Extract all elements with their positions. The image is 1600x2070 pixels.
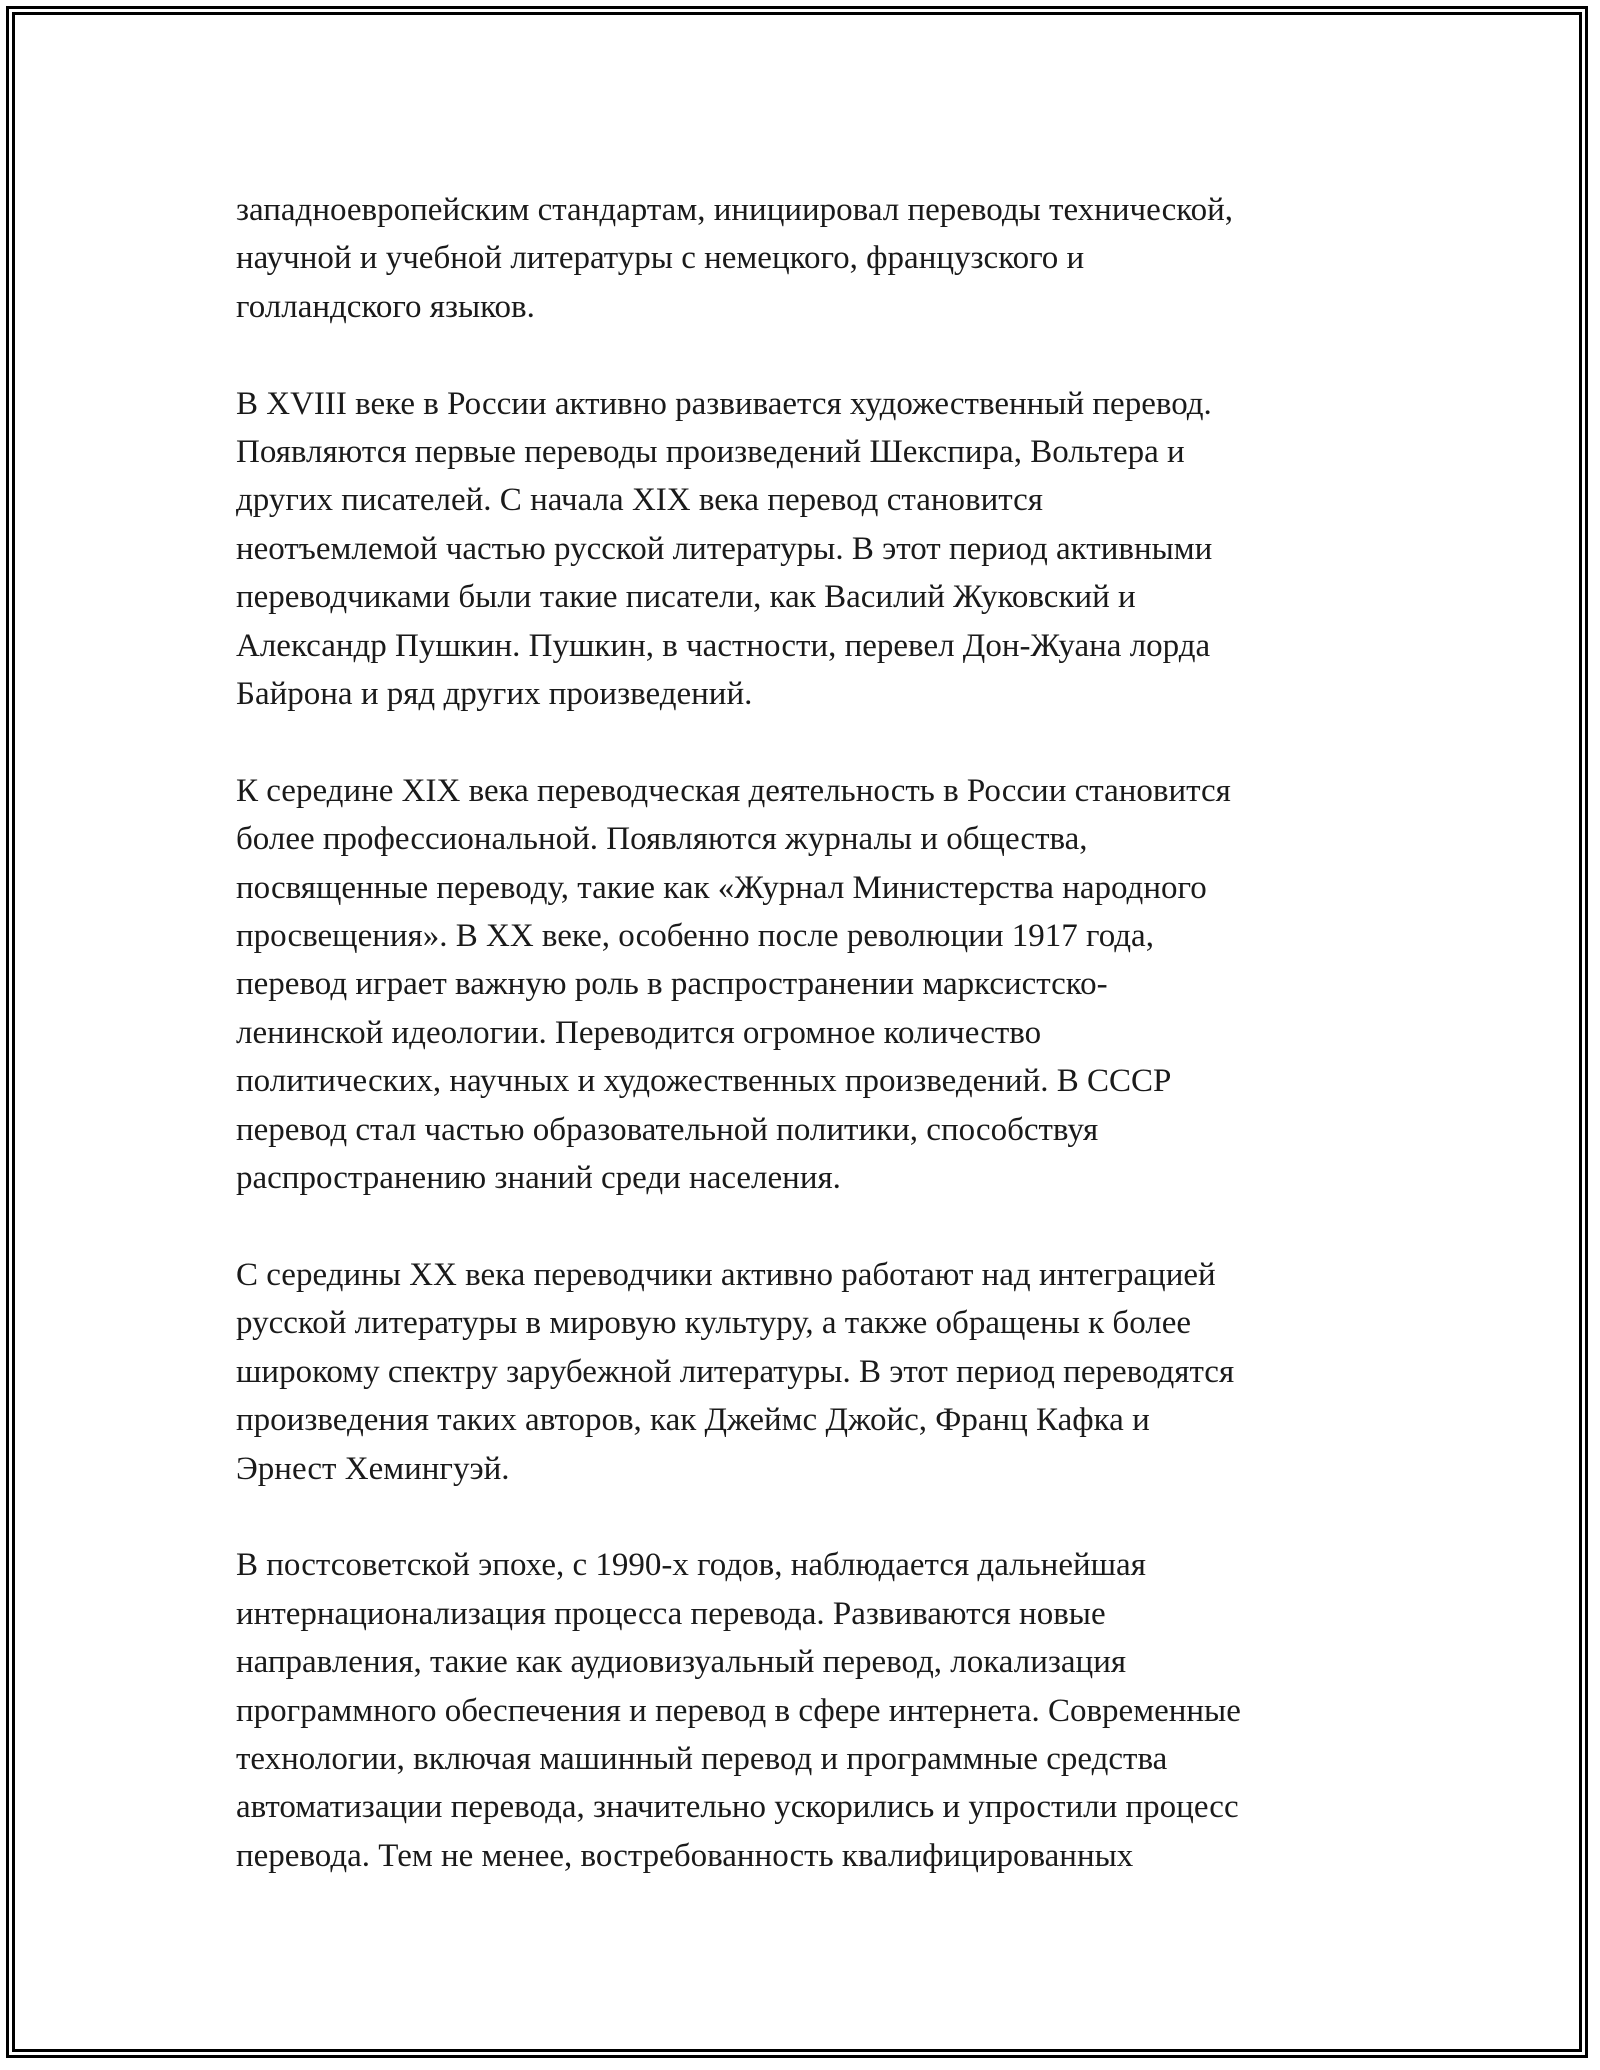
text-line: распространению знаний среди населения. — [236, 1160, 841, 1197]
text-line: Появляются первые переводы произведений Шекспира, Вольтера и — [236, 434, 1185, 471]
text-line: автоматизации перевода, значительно ускорились и упростили процесс — [236, 1789, 1239, 1826]
paragraph — [236, 767, 1376, 1203]
text-line: просвещения». В XX веке, особенно после революции 1917 года, — [236, 918, 1154, 955]
text-line: Байрона и ряд других произведений. — [236, 676, 753, 713]
text-line: перевод стал частью образовательной политики, способствуя — [236, 1111, 1099, 1148]
text-line: ленинской идеологии. Переводится огромное количество — [236, 1014, 1042, 1051]
paragraph — [236, 1541, 1376, 1880]
text-line: В XVIII веке в России активно развивается художественный перевод. — [236, 385, 1212, 422]
text-line: русской литературы в мировую культуру, а также обращены к более — [236, 1305, 1192, 1342]
text-line: технологии, включая машинный перевод и программные средства — [236, 1740, 1168, 1777]
document-body — [236, 186, 1376, 1929]
text-line: перевод играет важную роль в распространении марксистско- — [236, 966, 1108, 1003]
text-line: посвященные переводу, такие как «Журнал Министерства народного — [236, 869, 1207, 906]
text-line: С середины XX века переводчики активно работают над интеграцией — [236, 1256, 1216, 1293]
text-line: западноевропейским стандартам, инициировал переводы технической, — [236, 192, 1233, 228]
text-line: интернационализация процесса перевода. Развиваются новые — [236, 1595, 1106, 1632]
text-line: произведения таких авторов, как Джеймс Джойс, Франц Кафка и — [236, 1402, 1150, 1439]
text-line: более профессиональной. Появляются журналы и общества, — [236, 821, 1088, 858]
text-line: переводчиками были такие писатели, как Василий Жуковский и — [236, 579, 1136, 616]
text-line: научной и учебной литературы с немецкого, французского и — [236, 240, 1085, 277]
text-line: неотъемлемой частью русской литературы. В этот период активными — [236, 530, 1213, 567]
text-line: перевода. Тем не менее, востребованность квалифицированных — [236, 1837, 1134, 1874]
text-line: других писателей. С начала XIX века перевод становится — [236, 482, 1043, 519]
text-line: Александр Пушкин. Пушкин, в частности, перевел Дон-Жуана лорда — [236, 627, 1211, 664]
text-line: К середине XIX века переводческая деятельность в России становится — [236, 772, 1231, 809]
text-line: В постсоветской эпохе, с 1990-х годов, наблюдается дальнейшая — [236, 1547, 1146, 1584]
paragraph — [236, 1251, 1376, 1493]
paragraph — [236, 186, 1376, 331]
text-line: программного обеспечения и перевод в сфере интернета. Современные — [236, 1692, 1241, 1729]
text-line: направления, такие как аудиовизуальный перевод, локализация — [236, 1644, 1127, 1681]
text-line: Эрнест Хемингуэй. — [236, 1450, 510, 1487]
text-line: широкому спектру зарубежной литературы. В этот период переводятся — [236, 1353, 1235, 1390]
text-line: политических, научных и художественных произведений. В СССР — [236, 1063, 1172, 1100]
text-line: голландского языков. — [236, 288, 535, 325]
paragraph — [236, 380, 1376, 719]
